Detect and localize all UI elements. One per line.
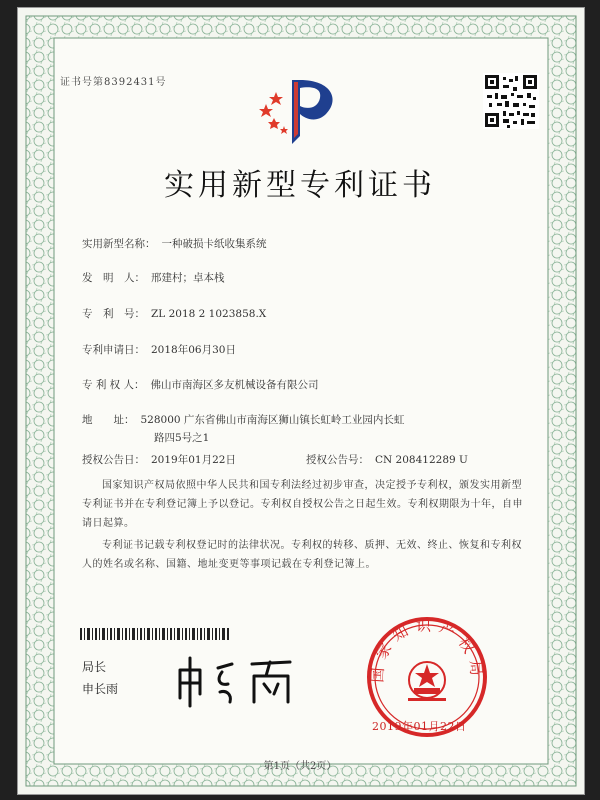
field-value: ZL 2018 2 1023858.X — [151, 308, 267, 320]
field-address — [82, 412, 404, 427]
qr-code-icon — [483, 73, 539, 129]
field-label: 专利申请日： — [82, 344, 145, 356]
handwritten-signature — [170, 650, 320, 710]
field-patent-number — [82, 306, 266, 321]
field-address-line2: 路四5号之1 — [154, 432, 210, 444]
field-label: 专 利 权 人： — [82, 379, 145, 391]
certificate-title: 实用新型专利证书 — [164, 168, 436, 203]
page-number: 第1页（共2页） — [263, 761, 337, 772]
field-inventor — [82, 270, 225, 285]
field-grant-number — [306, 452, 468, 467]
field-label: 授权公告号： — [306, 454, 369, 466]
field-value: 2018年06月30日 — [151, 344, 236, 356]
field-value: 528000 广东省佛山市南海区狮山镇长虹岭工业园内长虹 — [140, 414, 405, 426]
certificate-number: 证书号第8392431号 — [60, 77, 167, 88]
field-label: 地 址： — [82, 414, 135, 426]
statement-paragraph-1: 国家知识产权局依照中华人民共和国专利法经过初步审查，决定授予专利权，颁发实用新型专利证书并在专利登记簿上予以登记。专利权自授权公告之日起生效。专利权期限为十年，自申请日起算。 — [82, 480, 523, 529]
field-grant-date — [82, 452, 236, 467]
official-title: 局长 — [82, 660, 107, 674]
field-utility-model-name — [82, 236, 267, 251]
field-label: 发 明 人： — [82, 272, 145, 284]
field-patentee — [82, 377, 319, 392]
field-filing-date — [82, 342, 236, 357]
field-label: 实用新型名称： — [82, 238, 156, 250]
field-value: 邢建村；卓本栈 — [151, 272, 225, 284]
official-name: 申长雨 — [82, 682, 119, 696]
field-value: 佛山市南海区多友机械设备有限公司 — [150, 379, 319, 391]
field-label: 专 利 号： — [82, 308, 145, 320]
field-label: 授权公告日： — [82, 454, 145, 466]
svg-text:国家知识产权局: 国家知识产权局 — [368, 616, 486, 684]
barcode-icon — [80, 628, 230, 640]
seal-date: 2019年01月22日 — [372, 720, 467, 733]
statement-paragraph-2: 专利证书记载专利权登记时的法律状况。专利权的转移、质押、无效、终止、恢复和专利权人的姓名或名称、国籍、地址变更等事项记载在专利登记簿上。 — [82, 540, 522, 570]
field-value: 2019年01月22日 — [151, 454, 236, 466]
field-value: 一种破损卡纸收集系统 — [161, 238, 267, 250]
field-value: CN 208412289 U — [375, 454, 468, 466]
cnipa-logo-icon — [254, 74, 350, 148]
